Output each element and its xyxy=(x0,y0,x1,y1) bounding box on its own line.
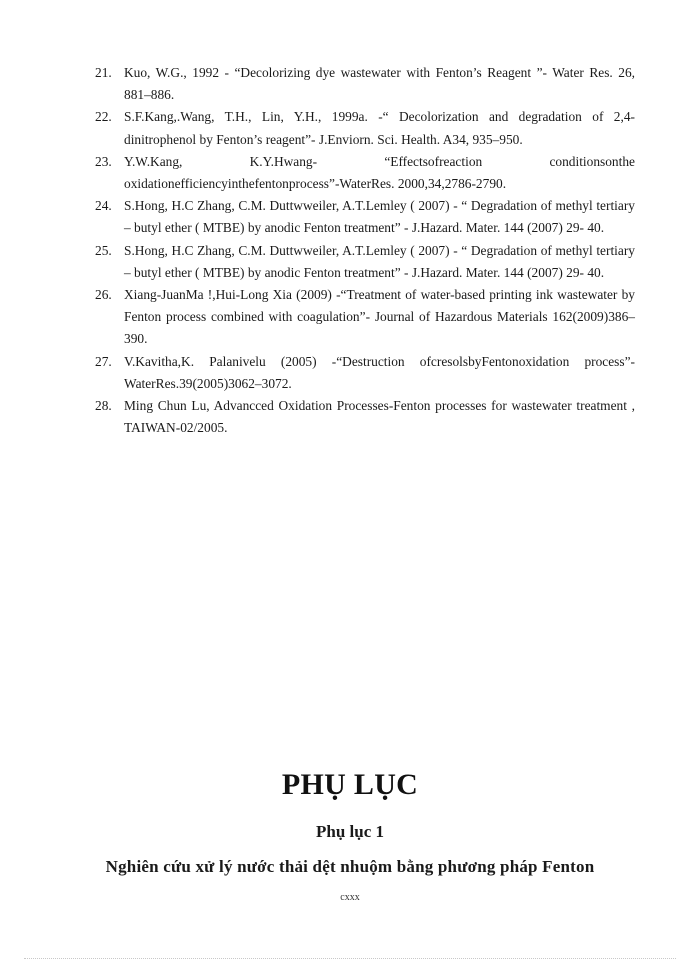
reference-text: S.Hong, H.C Zhang, C.M. Duttwweiler, A.T.Lemley ( 2007) - “ Degradation of methyl tertiary – butyl ether ( MTBE) by anodic Fenton treatment” - J.Hazard. Mater. 144 (2007) 29- 40. xyxy=(124,242,635,280)
reference-number: 26. xyxy=(95,287,112,303)
page-number: cxxx xyxy=(340,892,360,903)
reference-item xyxy=(95,284,635,351)
reference-text: Y.W.Kang, K.Y.Hwang- “Effectsofreaction conditionsonthe oxidationefficiencyinthefentonprocess”-WaterRes. 2000,34,2786-2790. xyxy=(124,153,635,192)
appendix-title: PHỤ LỤC xyxy=(281,768,419,801)
reference-number: 23. xyxy=(95,153,112,169)
reference-text: V.Kavitha,K. Palanivelu (2005) -“Destruction ofcresolsbyFentonoxidation process”-WaterRes.39(2005)3062–3072. xyxy=(124,353,635,391)
reference-text: Xiang-JuanMa !,Hui-Long Xia (2009) -“Treatment of water-based printing ink wastewater by Fenton process combined with coagulation”- Journal of Hazardous Materials 162(2009)386–390. xyxy=(124,287,635,347)
appendix-subtitle: Phụ lục 1 xyxy=(315,822,385,841)
reference-number: 24. xyxy=(95,198,112,214)
reference-item xyxy=(95,395,635,439)
reference-number: 25. xyxy=(95,242,112,258)
reference-item xyxy=(95,195,635,239)
reference-text: S.F.Kang,.Wang, T.H., Lin, Y.H., 1999a. -“ Decolorization and degradation of 2,4-dinitrophenol by Fenton’s reagent”- J.Enviorn. Sci. Health. A34, 935–950. xyxy=(124,109,635,147)
reference-item xyxy=(95,351,635,395)
reference-number: 22. xyxy=(95,109,112,125)
page-bottom-divider xyxy=(24,958,676,959)
reference-item xyxy=(95,62,635,106)
reference-item xyxy=(95,151,635,195)
reference-number: 27. xyxy=(95,353,112,369)
reference-number: 28. xyxy=(95,398,112,414)
reference-item xyxy=(95,240,635,284)
reference-list xyxy=(95,62,635,439)
reference-text: Ming Chun Lu, Advancced Oxidation Processes-Fenton processes for wastewater treatment , TAIWAN-02/2005. xyxy=(124,398,635,436)
reference-item xyxy=(95,106,635,150)
reference-text: Kuo, W.G., 1992 - “Decolorizing dye wastewater with Fenton’s Reagent ”- Water Res. 26, 881–886. xyxy=(124,65,635,103)
reference-text: S.Hong, H.C Zhang, C.M. Duttwweiler, A.T.Lemley ( 2007) - “ Degradation of methyl tertiary – butyl ether ( MTBE) by anodic Fenton treatment” - J.Hazard. Mater. 144 (2007) 29- 40. xyxy=(124,198,635,236)
reference-number: 21. xyxy=(95,65,112,80)
appendix-description: Nghiên cứu xử lý nước thải dệt nhuộm bằng phương pháp Fenton xyxy=(105,857,595,876)
